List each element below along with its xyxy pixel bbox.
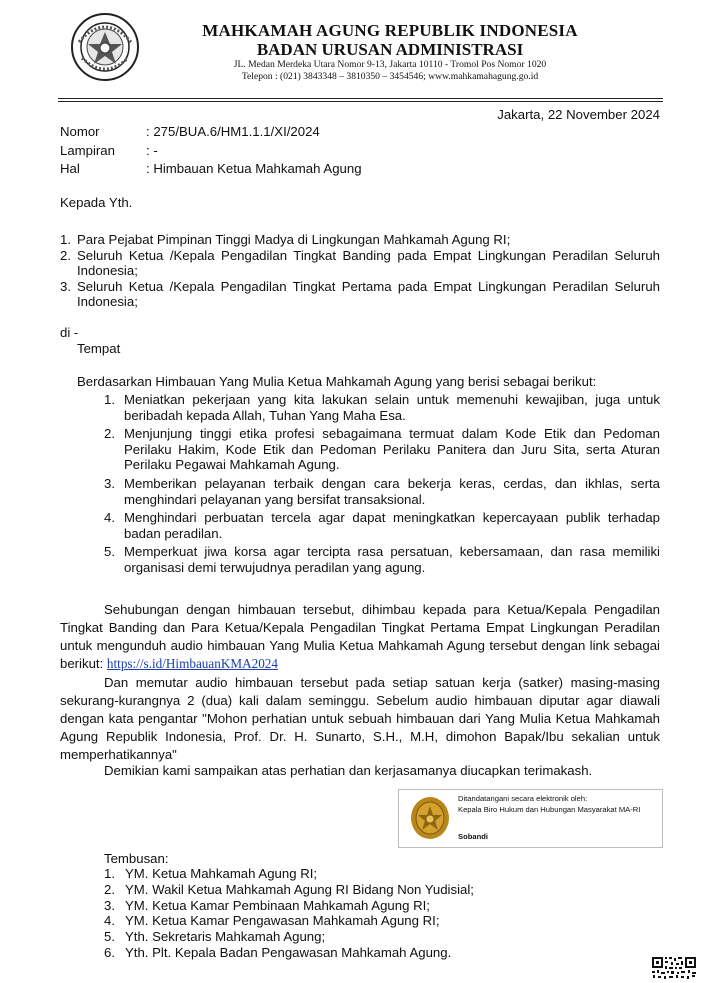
recipient-number: 3. — [60, 278, 71, 294]
point-line: Perilaku Hakim, Kode Etik dan Pedoman Perilaku Panitera dan Juru Sita, serta Aturan — [124, 441, 660, 457]
recipient-item — [60, 232, 660, 248]
tempat-label: Tempat — [77, 341, 121, 356]
point-item — [104, 476, 660, 507]
point-line: menghindari pelayanan yang bersifat transaksional. — [124, 491, 426, 507]
recipient-number: 1. — [60, 232, 71, 247]
recipient-line: Para Pejabat Pimpinan Tinggi Madya di Lingkungan Mahkamah Agung RI; — [77, 232, 511, 247]
tembusan-text: YM. Wakil Ketua Mahkamah Agung RI Bidang Non Yudisial; — [125, 881, 474, 897]
lampiran-label: Lampiran — [60, 143, 115, 158]
tembusan-item — [104, 945, 474, 961]
point-item — [104, 426, 660, 473]
letterhead-address: JL. Medan Merdeka Utara Nomor 9-13, Jakarta 10110 - Tromol Pos Nomor 1020 — [233, 59, 547, 70]
point-line: Perilaku Pegawai Mahkamah Agung. — [124, 457, 340, 473]
tembusan-number: 4. — [104, 913, 115, 929]
qr-code-icon — [651, 956, 697, 980]
paragraph-line: dengan kata pengantar "Mohon perhatian untuk sebuah himbauan dari Yang Mulia Ketua Mahkamah — [60, 711, 660, 726]
paragraph-line — [60, 655, 660, 673]
point-line: organisasi demi terwujudnya peradilan yang agung. — [124, 559, 426, 575]
tembusan-text: Yth. Sekretaris Mahkamah Agung; — [125, 929, 326, 945]
seal-icon — [410, 796, 450, 840]
link-prefix: berikut: — [60, 656, 107, 671]
letterhead-rule — [58, 98, 663, 99]
institution-name: MAHKAMAH AGUNG REPUBLIK INDONESIA — [202, 21, 578, 40]
letterhead-rule-thin — [58, 101, 663, 102]
recipient-list — [60, 232, 660, 310]
letter-date: Jakarta, 22 November 2024 — [497, 107, 660, 122]
intro-text: Berdasarkan Himbauan Yang Mulia Ketua Mahkamah Agung yang berisi sebagai berikut: — [77, 374, 597, 389]
agency-name: BADAN URUSAN ADMINISTRASI — [256, 40, 524, 59]
letterhead-contact: Telepon : (021) 3843348 – 3810350 – 3454546; www.mahkamahagung.go.id — [241, 71, 539, 82]
recipient-line: Seluruh Ketua /Kepala Pengadilan Tingkat Pertama pada Empat Lingkungan Peradilan Seluruh — [77, 278, 660, 294]
paragraph-line: untuk mengunduh audio himbauan Yang Mulia Ketua Mahkamah Agung tersebut dengan link sebagai — [60, 638, 660, 653]
tembusan-number: 1. — [104, 866, 115, 881]
tembusan-text: YM. Ketua Kamar Pembinaan Mahkamah Agung RI; — [125, 897, 430, 913]
signed-note: Ditandatangani secara elektronik oleh: — [458, 794, 588, 803]
tembusan-number: 6. — [104, 944, 115, 960]
tembusan-item — [104, 913, 474, 929]
tembusan-text: YM. Ketua Kamar Pengawasan Mahkamah Agung RI; — [125, 913, 440, 929]
nomor-value: : 275/BUA.6/HM1.1.1/XI/2024 — [146, 124, 320, 139]
recipient-item — [60, 279, 660, 310]
point-line: Memberikan pelayanan terbaik dengan cara bekerja keras, cerdas, dan ikhlas, serta — [124, 475, 660, 491]
point-number: 4. — [104, 510, 115, 526]
paragraph-line: memperhatikannya" — [60, 747, 177, 762]
paragraph-line: Tingkat Banding dan Para Ketua/Kepala Pengadilan Tingkat Pertama Empat Lingkungan Peradilan — [60, 620, 660, 635]
paragraph-line: Dan memutar audio himbauan tersebut pada setiap satuan kerja (satker) masing-masing — [104, 675, 660, 690]
closing-text: Demikian kami sampaikan atas perhatian dan kerjasamanya diucapkan terimakash. — [104, 763, 593, 778]
nomor-label: Nomor — [60, 124, 100, 139]
tembusan-item — [104, 882, 474, 898]
recipient-line: Seluruh Ketua /Kepala Pengadilan Tingkat Banding pada Empat Lingkungan Peradilan Seluruh — [77, 247, 660, 263]
recipient-line: Indonesia; — [77, 263, 138, 279]
point-line: Memperkuat jiwa korsa agar tercipta rasa persatuan, kebersamaan, dan rasa memiliki — [124, 544, 660, 560]
recipient-item — [60, 248, 660, 279]
signer-name: Sobandi — [458, 832, 488, 841]
point-item — [104, 510, 660, 541]
tembusan-number: 2. — [104, 881, 115, 897]
recipient-number: 2. — [60, 247, 71, 263]
tembusan-item — [104, 898, 474, 914]
paragraph-line: Agung Republik Indonesia, Prof. Dr. H. Sunarto, S.H., M.H, dimohon Bapak/Ibu sekalian untuk — [60, 729, 660, 744]
point-item — [104, 392, 660, 423]
tembusan-number: 5. — [104, 929, 115, 945]
point-number: 2. — [104, 426, 115, 442]
audio-link[interactable]: https://s.id/HimbauanKMA2024 — [106, 656, 278, 671]
tembusan-text: YM. Ketua Mahkamah Agung RI; — [125, 866, 318, 881]
mahkamah-agung-logo — [70, 12, 140, 82]
hal-value: : Himbauan Ketua Mahkamah Agung — [146, 161, 362, 176]
lampiran-value: : - — [146, 143, 158, 158]
tembusan-title: Tembusan: — [104, 851, 169, 866]
paragraph-download — [60, 601, 660, 673]
point-line: beribadah kepada Allah, Tuhan Yang Maha Esa. — [124, 407, 406, 423]
electronic-signature-box — [398, 789, 663, 848]
point-number: 3. — [104, 475, 115, 491]
signer-position: Kepala Biro Hukum dan Hubungan Masyarakat MA-RI — [458, 805, 641, 814]
paragraph-line: Sehubungan dengan himbauan tersebut, dihimbau kepada para Ketua/Kepala Pengadilan — [104, 602, 660, 617]
point-line: badan peradilan. — [124, 525, 223, 541]
point-line: Menghindari perbuatan tercela agar dapat meningkatkan kepercayaan publik terhadap — [124, 510, 660, 526]
recipient-line: Indonesia; — [77, 294, 138, 310]
tembusan-item — [104, 866, 474, 882]
point-line: Meniatkan pekerjaan yang kita lakukan selain untuk memenuhi kewajiban, juga untuk — [124, 392, 660, 407]
hal-label: Hal — [60, 161, 80, 176]
tembusan-text: Yth. Plt. Kepala Badan Pengawasan Mahkamah Agung. — [125, 944, 452, 960]
point-number: 5. — [104, 544, 115, 560]
paragraph-play-audio — [60, 674, 660, 764]
di-label: di - — [60, 325, 79, 340]
tembusan-list — [104, 866, 474, 961]
paragraph-line: sekurang-kurangnya 2 (dua) kali dalam seminggu. Sebelum audio himbauan diputar agar diawali — [60, 693, 660, 708]
tembusan-number: 3. — [104, 897, 115, 913]
salutation: Kepada Yth. — [60, 195, 133, 210]
tembusan-item — [104, 929, 474, 945]
point-list — [104, 392, 660, 576]
point-item — [104, 544, 660, 575]
point-number: 1. — [104, 392, 115, 407]
point-line: Menjunjung tinggi etika profesi sebagaimana termuat dalam Kode Etik dan Pedoman — [124, 426, 660, 442]
